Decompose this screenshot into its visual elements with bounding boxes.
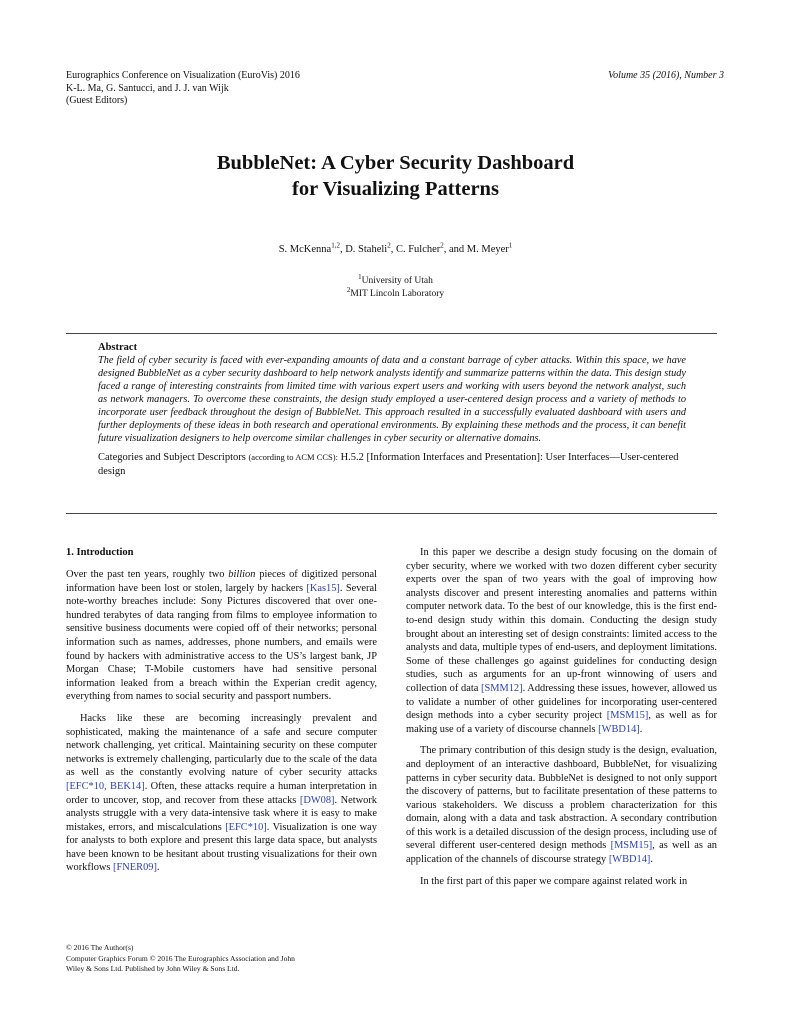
title-line-2: for Visualizing Patterns (292, 178, 499, 200)
author-staheli-affil: 2 (387, 241, 391, 250)
body-paragraph-2: The primary contribution of this design study is the design, evaluation, and deployment of an interactive dashboard, BubbleNet, for visualizing patterns in cyber security data. BubbleNet is designed to not only support the discovery of patterns, but to facilitate presentation of these patterns to various stakeholders. We discuss a problem characterization for this domain, along with a data and task abstraction. A secondary contribution of this work is a detailed discussion of the design process, including use of several different user-centered design methods [MSM15], as well as an application of the channels of discourse strategy [WBD14]. (406, 745, 718, 866)
section-heading-introduction: 1. Introduction (66, 547, 134, 558)
abstract-block (98, 341, 686, 479)
volume-info: Volume 35 (2016), Number 3 (608, 70, 724, 81)
footer-line-2: Computer Graphics Forum © 2016 The Eurographics Association and John (66, 953, 295, 963)
categories-label: Categories and Subject Descriptors (98, 452, 246, 463)
citation-link[interactable]: [DW08] (299, 794, 335, 806)
author-staheli: , D. Staheli (339, 244, 388, 255)
author-mckenna-affil: 1,2 (331, 241, 340, 250)
citation-link[interactable]: [SMM12] (481, 682, 523, 694)
author-meyer-affil: 1 (508, 241, 513, 250)
intro-paragraph-2: Hacks like these are becoming increasingly prevalent and sophisticated, making the maintenance of a safe and secure computer network challenging, yet critical. Maintaining security on these computer networks is extremely challenging, particularly due to the scale of the data as well as the constantly evolving nature of cyber security attacks [EFC*10, BEK14]. Often, these attacks require a human interpretation in order to uncover, stop, and recover from these attacks [DW08]. Network analysts struggle with a very data-intensive task where it is easy to make mistakes, errors, and miscalculations [EFC*10]. Visualization is one way for analysts to both explore and present this large data space, but analysts have been known to be hesitant about trusting visualizations for their own workflows [FNER09]. (66, 712, 377, 874)
guest-editors-role: (Guest Editors) (66, 95, 128, 106)
affiliation-1: $^1$University of Utah (358, 272, 433, 286)
left-column (66, 546, 377, 875)
abstract-top-divider (66, 333, 717, 334)
conference-name: Eurographics Conference on Visualization (EuroVis) 2016 (66, 70, 300, 81)
abstract-bottom-divider (66, 513, 717, 514)
citation-link[interactable]: [EFC*10] (225, 821, 267, 833)
body-paragraph-3: In the first part of this paper we compare against related work in (420, 875, 688, 887)
author-mckenna: S. McKenna (278, 244, 332, 255)
intro-paragraph-1: Over the past ten years, roughly two billion pieces of digitized personal information have been lost or stolen, largely by hackers [Kas15]. Several note-worthy breaches include: Sony Pictures discovered that over one-hundred terabytes of data ranging from films to employee information to sensitive business documents were copied off of their networks; personal information such as names, addresses, phone numbers, and emails were found by hackers with administrative access to the US’s largest bank, JP Morgan Chase; T-Mobile customers have had sensitive personal information leaked from a breach within the Experian credit agency, everything from names to social security and passport numbers. (66, 569, 378, 703)
affiliations (0, 272, 791, 300)
author-meyer: , and M. Meyer (443, 244, 509, 255)
abstract-heading: Abstract (98, 342, 138, 353)
author-fulcher: , C. Fulcher (390, 244, 441, 255)
footer-line-1: © 2016 The Author(s) (66, 943, 134, 952)
paper-title (0, 150, 791, 202)
citation-link[interactable]: [Kas15] (306, 582, 340, 594)
citation-link[interactable]: [MSM15] (610, 840, 653, 852)
footer-line-3: Wiley & Sons Ltd. Published by John Wiley & Sons Ltd. (66, 964, 240, 973)
copyright-footer (66, 943, 295, 975)
title-line-1: BubbleNet: A Cyber Security Dashboard (216, 152, 575, 174)
acm-categories (98, 450, 686, 479)
citation-link[interactable]: [FNER09] (113, 862, 157, 874)
citation-link[interactable]: [EFC*10, BEK14] (66, 780, 145, 792)
categories-text: H.5.2 [Information Interfaces and Presentation]: User Interfaces—User-centered design (98, 452, 679, 477)
running-header (66, 70, 300, 108)
citation-link[interactable]: [WBD14] (598, 723, 640, 735)
author-fulcher-affil: 2 (440, 241, 444, 250)
body-paragraph-1: In this paper we describe a design study focusing on the domain of cyber security, where we worked with two dozen different cyber security experts over the span of two years with the goal of improving how analysts discover and present interesting anomalies and patterns within computer network data. To the best of our knowledge, this is the first end-to-end design study within this domain. Conducting the design study brought about an interesting set of design constraints: limited access to the analysts and data, multiple types of end-users, and deployment limitations. Some of these challenges go against guidelines for conducting design studies, such as arguments for an up-front winnowing of users and collection of data [SMM12]. Addressing these issues, however, allowed us to validate a number of other guidelines for incorporating user-centered design methods into a cyber security project [MSM15], as well as for making use of a variety of discourse channels [WBD14]. (406, 547, 717, 735)
abstract-body: The field of cyber security is faced with ever-expanding amounts of data and a constant barrage of cyber attacks. Within this space, we have designed BubbleNet as a cyber security dashboard to help network analysts identify and summarize patterns within the data. This design study faced a range of interesting constraints from limited time with various expert users and working with users beyond the network analyst, such as network managers. To overcome these constraints, the design study employed a user-centered design process and a variety of methods to incorporate user feedback throughout the design of BubbleNet. This approach resulted in a successfully evaluated dashboard with users and further deployments of these ideas in both research and operational environments. By explaining these methods and the process, it can benefit future visualization designers to help overcome similar challenges in cyber security or alternative domains. (98, 355, 686, 444)
guest-editors: K-L. Ma, G. Santucci, and J. J. van Wijk (66, 82, 229, 94)
categories-note: (according to ACM CCS): (248, 452, 338, 462)
affiliation-2: $^2$MIT Lincoln Laboratory (346, 285, 445, 299)
author-list (0, 241, 791, 255)
right-column (406, 546, 717, 888)
citation-link[interactable]: [MSM15] (606, 710, 649, 722)
citation-link[interactable]: [WBD14] (608, 854, 651, 866)
